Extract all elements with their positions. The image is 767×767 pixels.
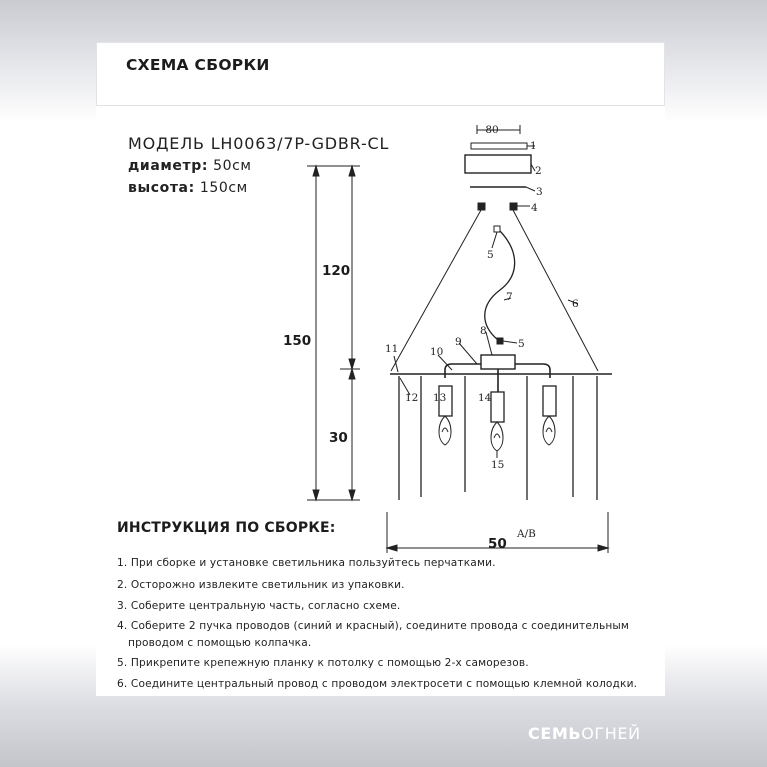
callout-3: 3 — [536, 186, 543, 198]
callout-12: 12 — [405, 392, 419, 404]
spec-diameter-value: 50см — [208, 158, 252, 174]
callout-14: 14 — [478, 392, 492, 404]
instruction-item-continued: проводом с помощью колпачка. — [128, 637, 312, 649]
brand-part-2: ОГНЕЙ — [581, 724, 641, 743]
callout-4: 4 — [531, 202, 538, 214]
callout-11: 11 — [385, 343, 399, 355]
spec-height-key: высота: — [128, 180, 195, 196]
instruction-item: 1. При сборке и установке светильника пользуйтесь перчатками. — [117, 557, 496, 569]
callout-9: 9 — [455, 336, 462, 348]
label-dim-80: 80 — [485, 124, 499, 136]
view-label-ab: A/B — [517, 528, 536, 540]
brand-part-1: СЕМЬ — [528, 724, 582, 743]
callout-5-lower: 5 — [518, 338, 525, 350]
callout-10: 10 — [430, 346, 444, 358]
instruction-item: 2. Осторожно извлеките светильник из упаковки. — [117, 579, 405, 591]
page-title: СХЕМА СБОРКИ — [126, 56, 270, 74]
callout-7: 7 — [506, 291, 513, 303]
dim-upper-height: 120 — [322, 263, 351, 279]
model-name: МОДЕЛЬ LH0063/7P-GDBR-CL — [128, 134, 390, 153]
callout-13: 13 — [433, 392, 447, 404]
instruction-item: 5. Прикрепите крепежную планку к потолку с помощью 2-х саморезов. — [117, 657, 529, 669]
spec-diameter-key: диаметр: — [128, 158, 209, 174]
instruction-item: 3. Соберите центральную часть, согласно схеме. — [117, 600, 401, 612]
callout-1: 1 — [530, 140, 537, 152]
dim-width: 50 — [488, 536, 507, 552]
dim-total-height: 150 — [283, 333, 312, 349]
instruction-item: 4. Соберите 2 пучка проводов (синий и красный), соедините провода с соединительным — [117, 620, 630, 632]
callout-8: 8 — [480, 325, 487, 337]
callout-5-upper: 5 — [487, 249, 494, 261]
callout-6: 6 — [572, 298, 579, 310]
spec-height-value: 150см — [194, 180, 248, 196]
brand-logo — [528, 724, 641, 743]
callout-2: 2 — [535, 165, 542, 177]
instruction-item: 6. Соедините центральный провод с проводом электросети с помощью клемной колодки. — [117, 678, 638, 690]
callout-15: 15 — [491, 459, 505, 471]
instructions-title: ИНСТРУКЦИЯ ПО СБОРКЕ: — [117, 520, 336, 536]
dim-lower-height: 30 — [329, 430, 348, 446]
